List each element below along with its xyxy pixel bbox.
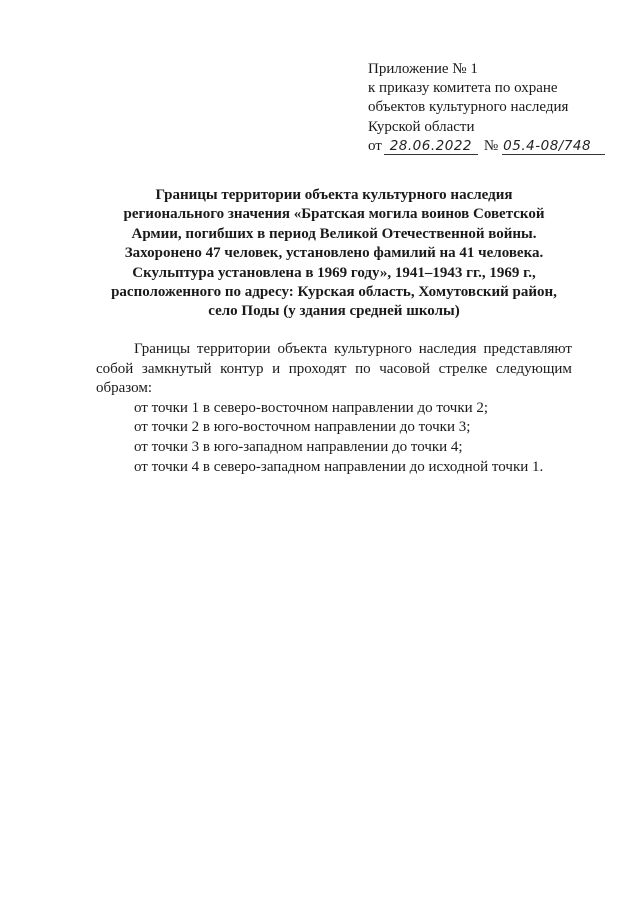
body-paragraph	[96, 340, 572, 477]
boundary-point-item: от точки 2 в юго-восточном направлении до точки 3;	[134, 419, 471, 436]
handwritten-date: 28.06.2022	[384, 138, 478, 155]
body-word: контур	[220, 360, 264, 377]
title-line: Скульптура установлена в 1969 году», 1941–1943 гг., 1969 г.,	[132, 264, 536, 281]
title-line: село Поды (у здания средней школы)	[208, 303, 460, 320]
body-word: часовой	[379, 360, 431, 377]
body-word: представляют	[483, 341, 572, 357]
number-label: №	[483, 137, 499, 154]
from-label: от	[368, 137, 382, 154]
appendix-title: Приложение № 1	[368, 61, 478, 77]
boundary-point-item: от точки 1 в северо-восточном направлении до точки 2;	[134, 399, 489, 416]
handwritten-number-field	[502, 137, 600, 156]
appendix-region-line: Курской области	[368, 118, 475, 135]
body-line-1	[96, 340, 572, 360]
appendix-block	[368, 60, 608, 156]
body-word: стрелке	[438, 360, 488, 377]
handwritten-number: 05.4-08/748	[502, 138, 605, 155]
body-line-3: образом:	[96, 380, 153, 397]
body-word: объекта	[277, 341, 328, 357]
body-word: и	[272, 360, 281, 377]
boundary-point-item: от точки 3 в юго-западном направлении до точки 4;	[134, 438, 463, 455]
title-line: Захоронено 47 человек, установлено фамилий на 41 человека.	[124, 245, 544, 262]
body-word: по	[355, 360, 371, 377]
appendix-reference-line	[368, 137, 608, 156]
body-word: собой	[96, 360, 134, 377]
body-word: следующим	[495, 360, 572, 377]
title-line: Армии, погибших в период Великой Отечественной войны.	[131, 225, 537, 242]
body-word: культурного	[334, 341, 412, 357]
body-word: Границы	[134, 341, 191, 357]
body-word: замкнутый	[141, 360, 212, 377]
appendix-order-line: к приказу комитета по охране	[368, 80, 558, 97]
body-word: наследия	[418, 341, 477, 357]
title-line: регионального значения «Братская могила воинов Советской	[123, 206, 545, 223]
title-line: Границы территории объекта культурного наследия	[155, 187, 513, 203]
body-line-2	[96, 360, 572, 380]
boundary-point-item: от точки 4 в северо-западном направлении до исходной точки 1.	[134, 458, 544, 475]
appendix-committee-line: объектов культурного наследия	[368, 99, 569, 116]
body-word: территории	[196, 341, 271, 357]
body-word: проходят	[288, 360, 347, 377]
title-line: расположенного по адресу: Курская область, Хомутовский район,	[111, 284, 557, 301]
document-title	[96, 186, 572, 322]
